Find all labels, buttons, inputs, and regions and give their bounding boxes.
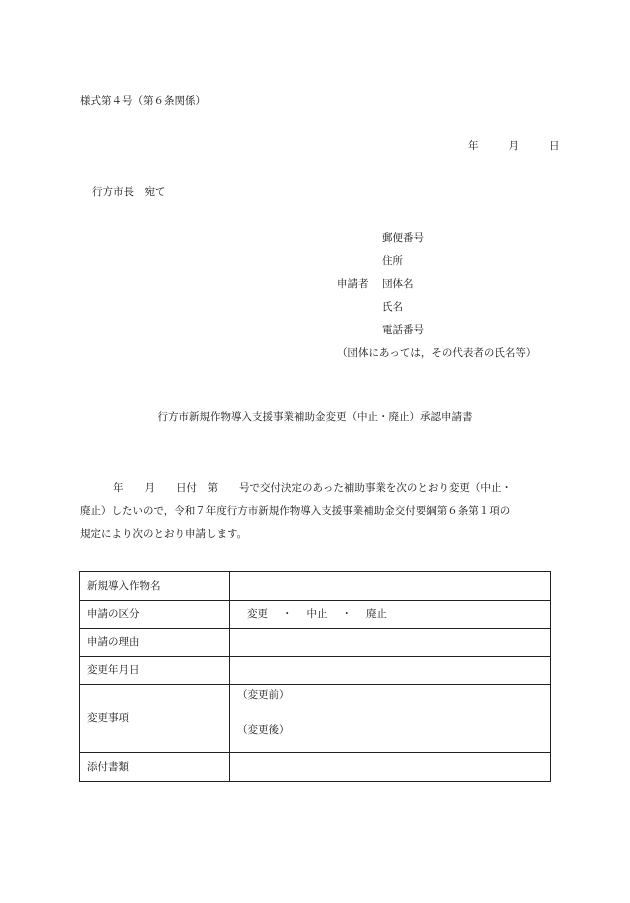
change-before-label: （変更前） — [237, 689, 290, 701]
table-row-crop-name — [80, 572, 551, 601]
application-table — [79, 571, 551, 782]
table-row-reason — [80, 629, 551, 657]
option-abolish[interactable]: 廃止 — [366, 608, 387, 621]
applicant-name-label: 氏名 — [382, 301, 403, 313]
applicant-label: 申請者 — [337, 278, 369, 290]
reason-cell[interactable] — [230, 629, 551, 657]
addressee: 行方市長 宛て — [92, 186, 166, 198]
change-details-label: 変更事項 — [80, 685, 230, 753]
table-row-attachments — [80, 753, 551, 782]
change-date-cell[interactable] — [230, 657, 551, 685]
change-details-cell[interactable] — [230, 685, 551, 753]
application-type-cell — [230, 601, 551, 629]
document-title: 行方市新規作物導入支援事業補助金変更（中止・廃止）承認申請書 — [157, 411, 473, 423]
attachments-cell[interactable] — [230, 753, 551, 782]
body-text-line-3: 規定により次のとおり申請します。 — [80, 528, 248, 540]
table-row-application-type — [80, 601, 551, 629]
option-change[interactable]: 変更 — [247, 608, 268, 621]
form-number: 様式第４号（第６条関係） — [80, 95, 206, 107]
reason-label: 申請の理由 — [80, 629, 230, 657]
applicant-address-label: 住所 — [382, 255, 403, 267]
attachments-label: 添付書類 — [80, 753, 230, 782]
applicant-postal-code-label: 郵便番号 — [382, 232, 424, 244]
application-type-label: 申請の区分 — [80, 601, 230, 629]
crop-name-label: 新規導入作物名 — [80, 572, 230, 601]
date-day: 日 — [549, 140, 560, 152]
crop-name-cell[interactable] — [230, 572, 551, 601]
option-separator: ・ — [341, 608, 352, 621]
change-date-label: 変更年月日 — [80, 657, 230, 685]
applicant-note: （団体にあっては，その代表者の氏名等） — [337, 347, 537, 359]
table-row-change-details — [80, 685, 551, 753]
body-text-line-2: 廃止）したいので，令和７年度行方市新規作物導入支援事業補助金交付要綱第６条第１項の — [80, 505, 511, 517]
date-line — [468, 141, 560, 152]
body-text-line-1: 年 月 日付 第 号で交付決定のあった補助事業を次のとおり変更（中止・ — [113, 482, 512, 494]
date-month: 月 — [508, 140, 519, 152]
option-suspend[interactable]: 中止 — [306, 608, 328, 621]
applicant-phone-label: 電話番号 — [382, 324, 424, 336]
applicant-organization-label: 団体名 — [382, 278, 414, 290]
date-year: 年 — [468, 140, 479, 152]
table-row-change-date — [80, 657, 551, 685]
change-after-label: （変更後） — [237, 723, 290, 736]
option-separator: ・ — [282, 608, 293, 621]
